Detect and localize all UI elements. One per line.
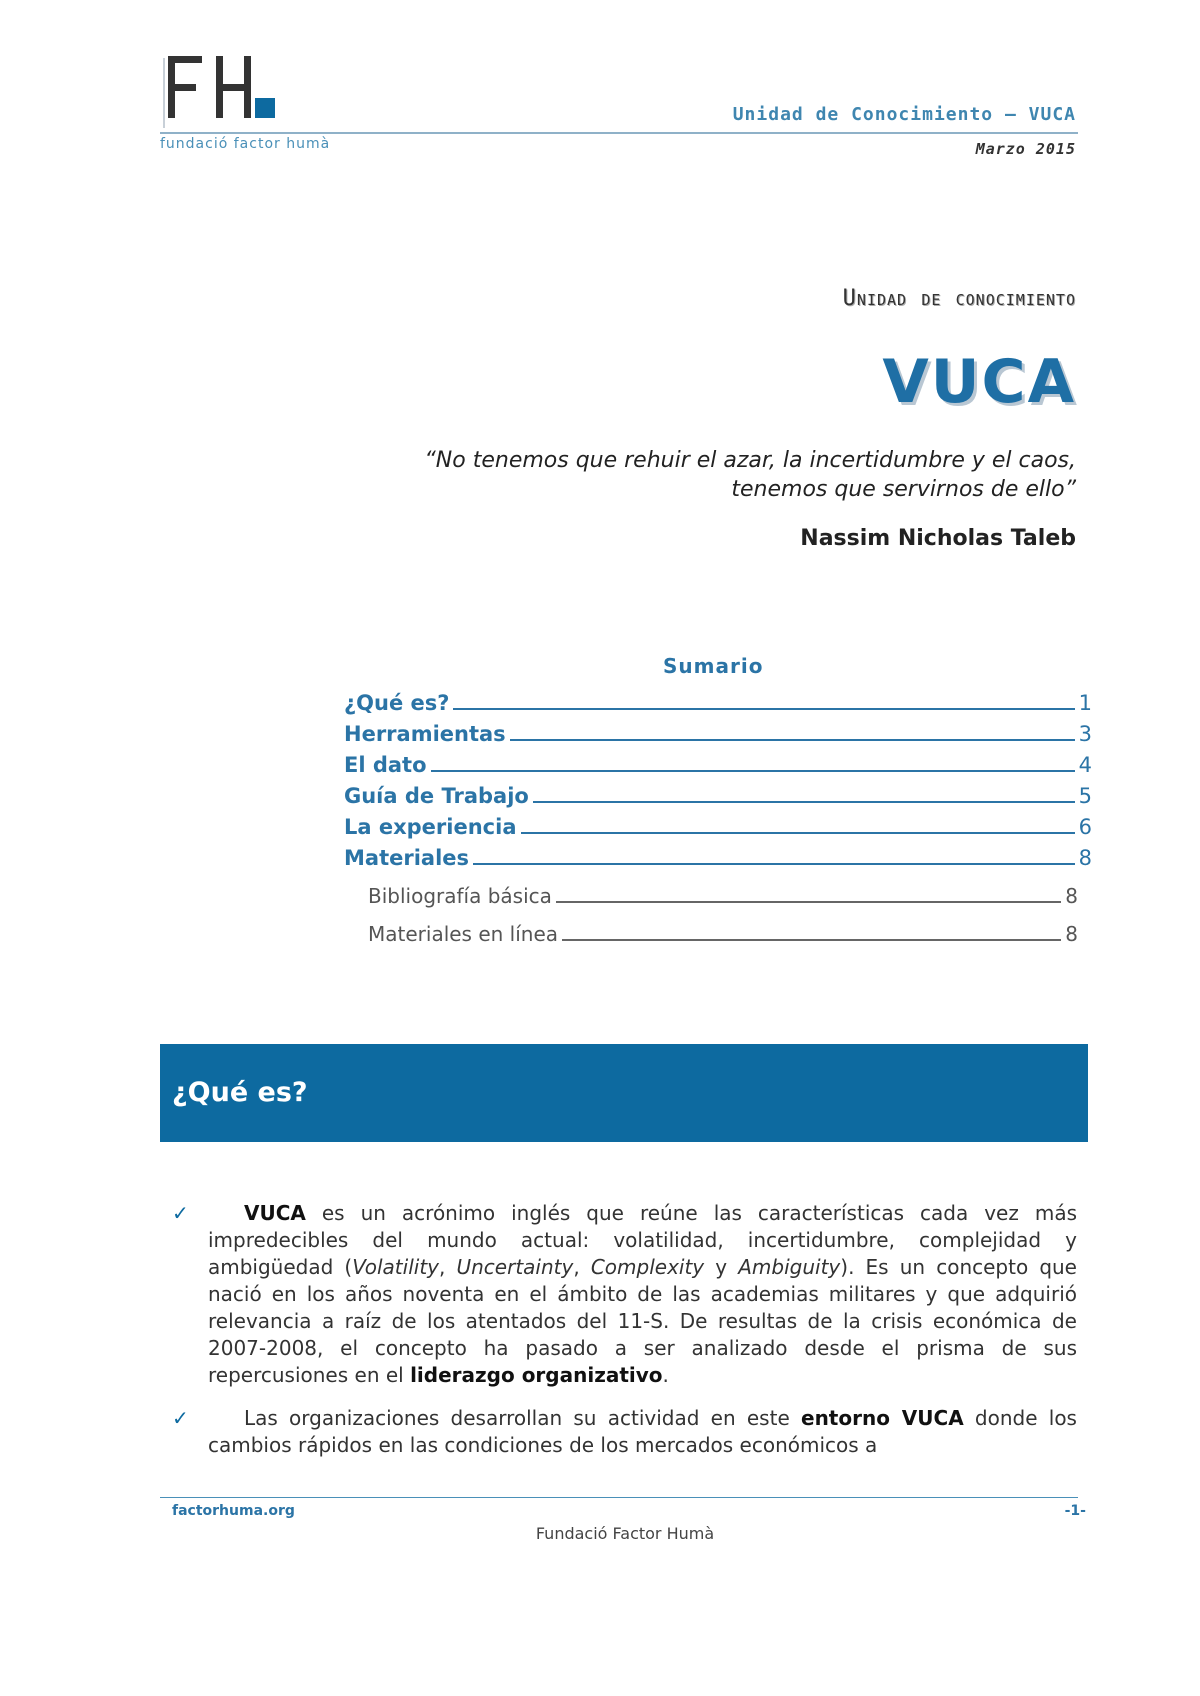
- bullet-strong: entorno VUCA: [801, 1406, 964, 1430]
- bullet-text: .: [662, 1363, 669, 1387]
- bullet-text: ). Es un concepto que nació en los años noventa en el ámbito de las academias militares y que adquirió relevancia a raíz de los atentados del 11-S. De resultas de la crisis económica de 2007-2008, el concepto ha pasado a ser analizado desde el prisma de sus repercusiones en el: [208, 1255, 1077, 1387]
- toc-item-page: 8: [1078, 846, 1092, 870]
- toc-item-label: Materiales: [344, 846, 470, 870]
- toc-item-page: 1: [1078, 691, 1092, 715]
- bullet-italic: Uncertainty: [456, 1255, 574, 1279]
- footer-rule: [160, 1497, 1078, 1498]
- footer-website[interactable]: factorhuma.org: [172, 1503, 295, 1519]
- bullet-strong: liderazgo organizativo: [410, 1363, 663, 1387]
- toc-item-page: 3: [1078, 722, 1092, 746]
- logo-divider: [163, 58, 165, 128]
- toc-leader: [473, 863, 1075, 865]
- bullet-text: ,: [439, 1255, 457, 1279]
- toc-item-el-dato[interactable]: [344, 746, 1092, 777]
- quote-author: Nassim Nicholas Taleb: [800, 526, 1076, 551]
- bullet-italic: Volatility: [352, 1255, 439, 1279]
- fh-logo-icon: [160, 52, 285, 127]
- toc-item-label: Herramientas: [344, 722, 506, 746]
- logo: [160, 52, 331, 162]
- footer-organization: Fundació Factor Humà: [535, 1524, 715, 1543]
- bullet-item: [172, 1405, 1077, 1459]
- toc-subitem-label: Materiales en línea: [368, 922, 559, 946]
- bullet-text: donde los cambios rápidos en las condiciones de los mercados económicos a: [208, 1406, 1077, 1457]
- toc-item-materiales[interactable]: [344, 839, 1092, 870]
- bullet-text: es un acrónimo inglés que reúne las características cada vez más impredecibles del mundo actual: volatilidad, incertidumbre, complejidad y ambigüedad (: [208, 1201, 1077, 1279]
- toc-leader: [562, 939, 1061, 941]
- checkmark-icon: ✓: [172, 1201, 189, 1225]
- cover-title: VUCA: [882, 347, 1076, 417]
- bullet-item: [172, 1200, 1077, 1389]
- toc-item-que-es[interactable]: [344, 684, 1092, 715]
- toc-subitem-page: 8: [1065, 884, 1078, 908]
- bullet-text: y: [704, 1255, 739, 1279]
- header-rule: [160, 132, 1078, 134]
- bullet-list: [172, 1200, 1077, 1475]
- toc-item-la-experiencia[interactable]: [344, 808, 1092, 839]
- toc-subitem-page: 8: [1065, 922, 1078, 946]
- quote-line-1: “No tenemos que rehuir el azar, la incertidumbre y el caos,: [424, 448, 1076, 473]
- toc-leader: [521, 832, 1075, 834]
- header-title: Unidad de Conocimiento – VUCA: [732, 104, 1076, 125]
- toc-item-label: El dato: [344, 753, 427, 777]
- bullet-italic: Ambiguity: [738, 1255, 841, 1279]
- toc-item-label: ¿Qué es?: [344, 691, 450, 715]
- quote-line-2: tenemos que servirnos de ello”: [731, 477, 1076, 502]
- toc-item-label: Guía de Trabajo: [344, 784, 529, 808]
- toc-leader: [556, 901, 1061, 903]
- toc-item-herramientas[interactable]: [344, 715, 1092, 746]
- toc-leader: [453, 708, 1074, 710]
- cover-overline: Unidad de conocimiento: [842, 286, 1076, 311]
- section-banner: [160, 1044, 1088, 1142]
- checkmark-icon: ✓: [172, 1406, 189, 1430]
- table-of-contents: [344, 684, 1092, 946]
- toc-leader: [533, 801, 1075, 803]
- bullet-strong: VUCA: [244, 1201, 306, 1225]
- header-date: Marzo 2015: [975, 140, 1076, 158]
- toc-item-label: La experiencia: [344, 815, 517, 839]
- toc-leader: [431, 770, 1075, 772]
- section-title: ¿Qué es?: [172, 1077, 308, 1108]
- toc-item-guia-de-trabajo[interactable]: [344, 777, 1092, 808]
- toc-item-page: 4: [1078, 753, 1092, 777]
- bullet-text: ,: [573, 1255, 591, 1279]
- toc-title: Sumario: [663, 654, 764, 678]
- bullet-italic: Complexity: [590, 1255, 705, 1279]
- logo-text: fundació factor humà: [160, 136, 331, 152]
- toc-subitem-label: Bibliografía básica: [368, 884, 552, 908]
- toc-leader: [510, 739, 1075, 741]
- toc-item-page: 5: [1078, 784, 1092, 808]
- toc-subitem-materiales-en-linea[interactable]: [368, 908, 1078, 946]
- toc-subitem-bibliografia[interactable]: [368, 870, 1078, 908]
- toc-item-page: 6: [1078, 815, 1092, 839]
- bullet-text: Las organizaciones desarrollan su actividad en este: [244, 1406, 801, 1430]
- cover-quote: [424, 446, 1076, 504]
- footer-page-number: -1-: [1064, 1503, 1086, 1519]
